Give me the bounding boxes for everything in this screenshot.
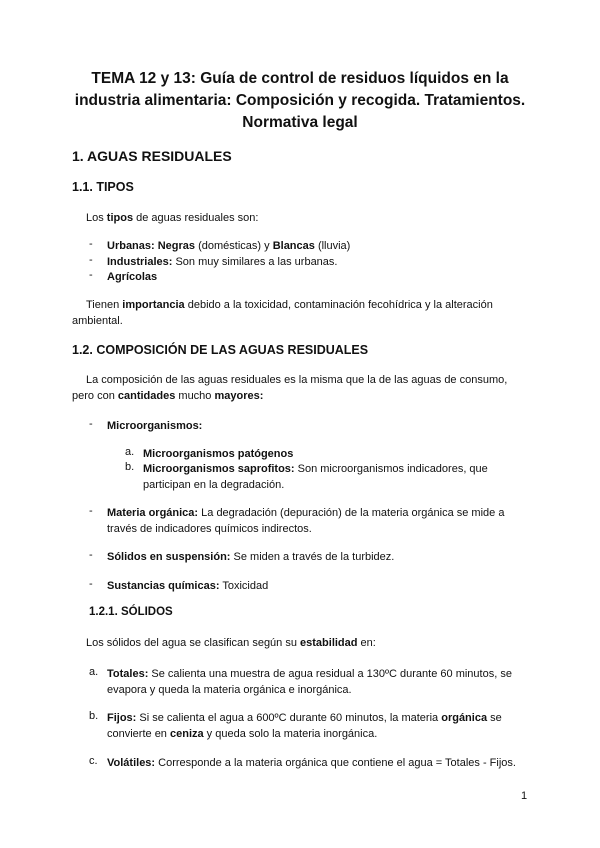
subsection-heading-composicion: 1.2. COMPOSICIÓN DE LAS AGUAS RESIDUALES [72, 343, 369, 357]
title-line-1: TEMA 12 y 13: Guía de control de residuos líquidos en la [91, 70, 509, 87]
solidos-intro: Los sólidos del agua se clasifican según su estabilidad en: [86, 637, 376, 649]
document-title [60, 68, 540, 134]
section-heading-aguas-residuales: 1. AGUAS RESIDUALES [72, 148, 232, 164]
list-letter: a. [125, 446, 135, 458]
list-item-materia-organica: Materia orgánica: La degradación (depuración) de la materia orgánica se mide a través de indicadores químicos indirectos. [107, 507, 505, 535]
list-item-industriales: Industriales: Son muy similares a las urbanas. [107, 256, 338, 268]
list-bullet: - [89, 578, 93, 590]
list-item-totales: Totales: Se calienta una muestra de agua residual a 130ºC durante 60 minutos, se evapora y queda la materia orgánica e inorgánica. [107, 668, 512, 696]
tipos-intro: Los tipos de aguas residuales son: [86, 212, 259, 224]
list-letter: c. [89, 755, 98, 767]
list-item-urbanas: Urbanas: Negras (domésticas) y Blancas (lluvia) [107, 240, 351, 252]
list-item-volatiles: Volátiles: Corresponde a la materia orgánica que contiene el agua = Totales - Fijos. [107, 757, 516, 769]
list-letter: a. [89, 666, 99, 678]
list-bullet: - [89, 238, 93, 250]
list-bullet: - [89, 254, 93, 266]
page-number: 1 [521, 790, 528, 802]
list-item-solidos-suspension: Sólidos en suspensión: Se miden a través de la turbidez. [107, 551, 395, 563]
list-item-agricolas: Agrícolas [107, 271, 158, 283]
list-item-microorganismos: Microorganismos: [107, 420, 203, 432]
title-line-3: Normativa legal [242, 114, 358, 131]
composicion-intro: La composición de las aguas residuales es la misma que la de las aguas de consumo, pero con cantidades mucho mayores: [72, 374, 508, 402]
title-line-2: industria alimentaria: Composición y recogida. Tratamientos. [74, 92, 526, 109]
list-letter: b. [125, 461, 135, 473]
subsubsection-heading-solidos: 1.2.1. SÓLIDOS [89, 606, 173, 618]
list-item-patogenos: Microorganismos patógenos [143, 448, 294, 460]
subsection-heading-tipos: 1.1. TIPOS [72, 180, 134, 194]
list-bullet: - [89, 505, 93, 517]
list-bullet: - [89, 549, 93, 561]
list-item-sustancias-quimicas: Sustancias químicas: Toxicidad [107, 580, 269, 592]
list-bullet: - [89, 418, 93, 430]
list-bullet: - [89, 269, 93, 281]
list-item-saprofitos: Microorganismos saprofitos: Son microorganismos indicadores, que participan en la degradación. [143, 463, 488, 491]
list-item-fijos: Fijos: Si se calienta el agua a 600ºC durante 60 minutos, la materia orgánica se convierte en ceniza y queda solo la materia inorgánica. [107, 712, 502, 740]
list-letter: b. [89, 710, 99, 722]
importance-paragraph: Tienen importancia debido a la toxicidad, contaminación fecohídrica y la alteración ambiental. [72, 299, 493, 327]
